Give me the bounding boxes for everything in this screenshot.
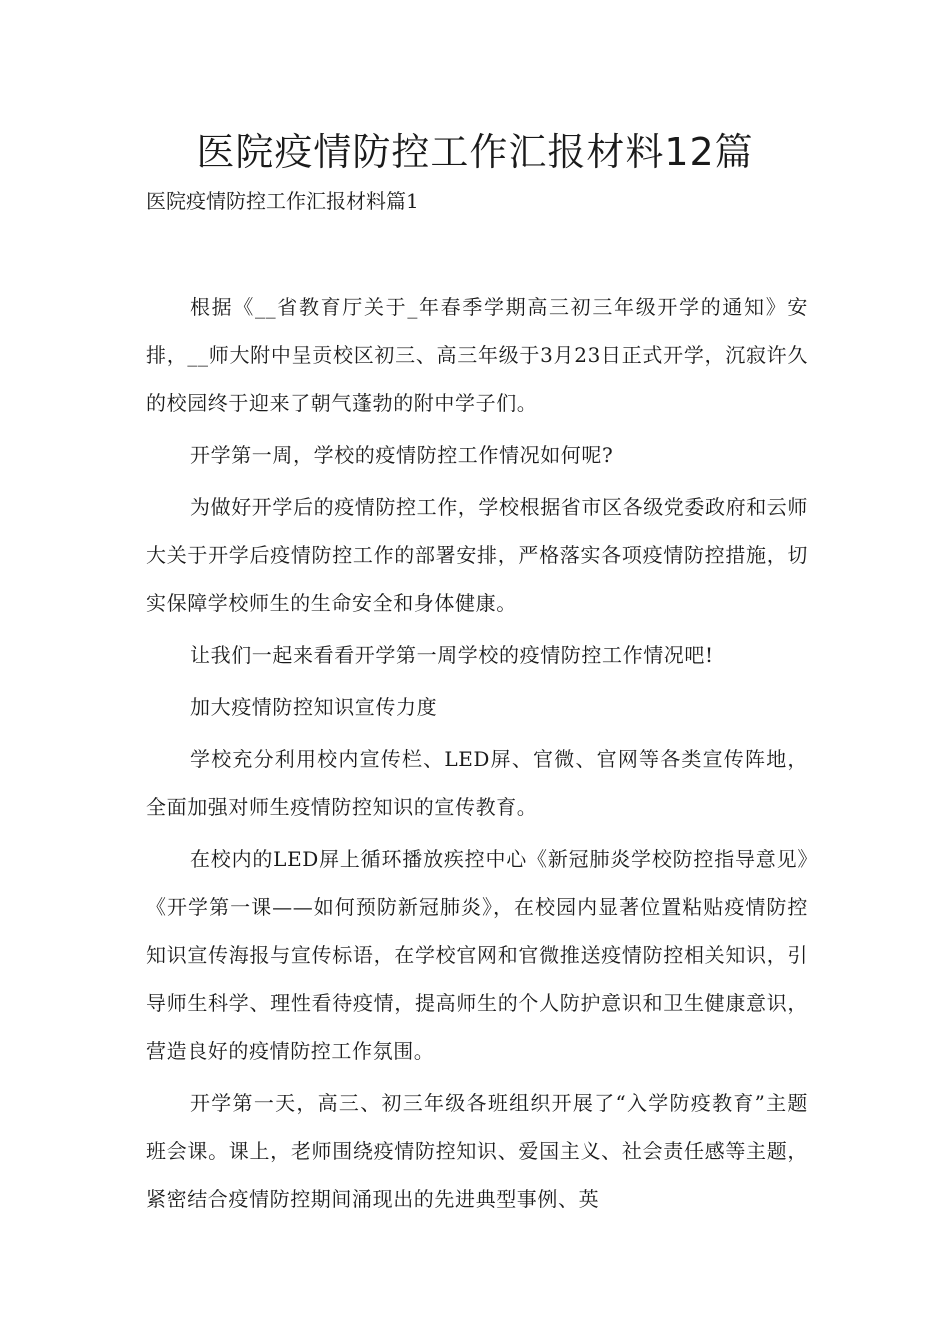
paragraph: 在校内的LED屏上循环播放疾控中心《新冠肺炎学校防控指导意见》《开学第一课——如何预防新冠肺炎》，在校园内显著位置粘贴疫情防控知识宣传海报与宣传标语，在学校官网和官微推送疫情防控相关知识，引导师生科学、理性看待疫情，提高师生的个人防护意识和卫生健康意识，营造良好的疫情防控工作氛围。 bbox=[146, 847, 808, 1063]
document-subtitle: 医院疫情防控工作汇报材料篇1 bbox=[146, 189, 419, 213]
paragraph: 为做好开学后的疫情防控工作，学校根据省市区各级党委政府和云师大关于开学后疫情防控工作的部署安排，严格落实各项疫情防控措施，切实保障学校师生的生命安全和身体健康。 bbox=[146, 495, 808, 615]
paragraph: 开学第一周，学校的疫情防控工作情况如何呢? bbox=[190, 443, 614, 467]
paragraph: 学校充分利用校内宣传栏、LED屏、官微、官网等各类宣传阵地，全面加强对师生疫情防控知识的宣传教育。 bbox=[146, 747, 808, 819]
paragraph: 让我们一起来看看开学第一周学校的疫情防控工作情况吧! bbox=[190, 643, 714, 667]
document-title: 医院疫情防控工作汇报材料12篇 bbox=[196, 130, 754, 174]
document-body bbox=[146, 283, 808, 1227]
paragraph: 开学第一天，高三、初三年级各班组织开展了“入学防疫教育”主题班会课。课上，老师围绕疫情防控知识、爱国主义、社会责任感等主题，紧密结合疫情防控期间涌现出的先进典型事例、英 bbox=[146, 1091, 808, 1211]
paragraph: 根据《__省教育厅关于_年春季学期高三初三年级开学的通知》安排，__师大附中呈贡校区初三、高三年级于3月23日正式开学，沉寂许久的校园终于迎来了朝气蓬勃的附中学子们。 bbox=[146, 295, 808, 415]
section-heading: 加大疫情防控知识宣传力度 bbox=[190, 695, 438, 719]
